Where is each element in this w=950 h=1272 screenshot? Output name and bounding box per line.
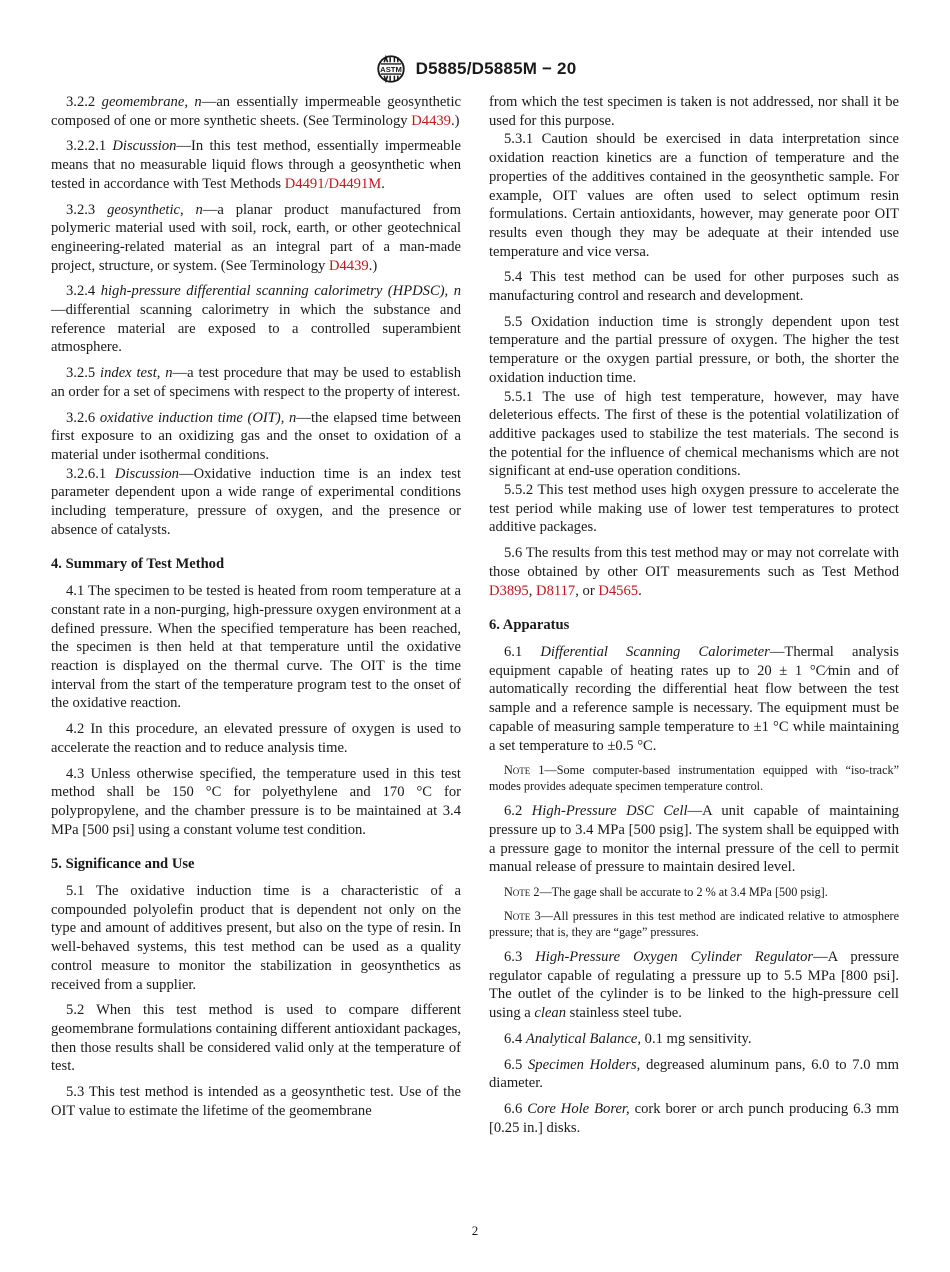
paragraph-3-2-6-1: 3.2.6.1 Discussion—Oxidative induction time is an index test parameter dependent upon a wide range of experimental conditions including temperature, pressure of oxygen, and the presence or absence of catalysts.	[51, 465, 462, 538]
paragraph-3-2-2-1: 3.2.2.1 Discussion—In this test method, essentially impermeable means that no measurable liquid flows through a geosynthetic when tested in accordance with Test Methods D4491/D4491M.	[51, 138, 461, 192]
paragraph-5-5-2: 5.5.2 This test method uses high oxygen pressure to accelerate the test period while making use of lower test temperatures to protect additive packages.	[489, 482, 899, 536]
note-1: Note 1—Some computer-based instrumentation equipped with “iso-track” modes provides adequate specimen temperature control.	[489, 763, 900, 794]
paragraph-6-6: 6.6 Core Hole Borer, cork borer or arch punch producing 6.3 mm [0.25 in.] disks.	[489, 1100, 899, 1136]
paragraph-6-4: 6.4 Analytical Balance, 0.1 mg sensitivity.	[504, 1030, 752, 1047]
ref-link-d4439[interactable]: D4439	[411, 112, 451, 129]
right-column	[489, 93, 899, 1144]
paragraph-4-1: 4.1 The specimen to be tested is heated from room temperature at a constant rate in a non-purging, high-pressure oxygen environment at a defined pressure. When the specified temperature has been reached, the specimen is then held at that temperature until the oxidative reaction is displayed on the thermal curve. The OIT is the time interval from the start of the temperature program test to the onset of the oxidative reaction.	[51, 583, 461, 712]
left-column	[51, 93, 461, 1127]
ref-link-d8117[interactable]: D8117	[536, 582, 576, 599]
paragraph-5-2: 5.2 When this test method is used to compare different geomembrane formulations containing different antioxidant packages, then those results shall be considered valid only at the temperature of test.	[51, 1002, 461, 1075]
paragraph-4-2: 4.2 In this procedure, an elevated pressure of oxygen is used to accelerate the reaction and to reduce analysis time.	[51, 721, 461, 756]
note-2: Note 2—The gage shall be accurate to 2 % at 3.4 MPa [500 psig].	[504, 885, 828, 900]
paragraph-5-4: 5.4 This test method can be used for other purposes such as manufacturing control and research and development.	[489, 269, 899, 305]
paragraph-5-5-1: 5.5.1 The use of high test temperature, however, may have deleterious effects. The first of these is the potential volatilization of additive packages used to stabilize the test materials. The second is the potential for the influence of chemical mechanisms which are not significant at end-use operation conditions.	[489, 388, 899, 480]
ref-link-d3895[interactable]: D3895	[489, 582, 529, 599]
paragraph-3-2-6: 3.2.6 oxidative induction time (OIT), n—the elapsed time between first exposure to an oxidizing gas and the onset to oxidation of a material under isothermal conditions.	[51, 409, 462, 463]
paragraph-6-1: 6.1 Differential Scanning Calorimeter—Thermal analysis equipment capable of heating rates up to 20 ± 1 °C⁄min and of automatically recording the differential heat flow between the test sample and a reference sample is necessary. The equipment must be capable of measuring sample temperature to ±1 °C while maintaining a set temperature to ±0.5 °C.	[489, 643, 899, 754]
page-number: 2	[471, 1223, 479, 1238]
paragraph-5-5: 5.5 Oxidation induction time is strongly dependent upon test temperature and the partial pressure of oxygen. The higher the test temperature or the oxygen partial pressure, or both, the shorter the oxidation induction time.	[489, 313, 899, 386]
ref-link-d4565[interactable]: D4565	[598, 582, 639, 599]
paragraph-6-2: 6.2 High-Pressure DSC Cell—A unit capable of maintaining pressure up to 3.4 MPa [500 psig]. The system shall be equipped with a pressure gage to monitor the internal pressure of the cell to permit manual release of pressure to maintain desired level.	[489, 803, 899, 876]
ref-link-d4491[interactable]: D4491/D4491M	[284, 175, 382, 192]
paragraph-5-1: 5.1 The oxidative induction time is a characteristic of a compounded polyolefin product that is dependent not only on the type and amount of additives present, but also on the type of resin. In well-behaved systems, this test method can be used as a quality control measure to monitor the stabilization in geosynthetics as received from a supplier.	[51, 883, 461, 993]
astm-logo-icon	[374, 52, 408, 86]
paragraph-5-3-continued: from which the test specimen is taken is not addressed, nor shall it be used for this purpose.	[489, 94, 899, 129]
paragraph-5-3-1: 5.3.1 Caution should be exercised in data interpretation since oxidation reaction kinetics are a function of temperature and the properties of the additives contained in the geosynthetic sample. For example, OIT values are often used to select optimum resin formulations. Certain antioxidants, however, may generate poor OIT results even though they may be adequate at their intended use temperature and vice versa.	[489, 131, 899, 260]
paragraph-3-2-3: 3.2.3 geosynthetic, n—a planar product manufactured from polymeric material used with soil, rock, earth, or other geotechnical engineering-related material as an integral part of a man-made project, structure, or system. (See Terminology D4439.)	[51, 201, 461, 274]
paragraph-4-3: 4.3 Unless otherwise specified, the temperature used in this test method shall be 150 °C for polyethylene and 170 °C for polypropylene, and the chamber pressure is to be maintained at 3.4 MPa [500 psi] using a constant volume test condition.	[51, 765, 461, 838]
paragraph-5-3: 5.3 This test method is intended as a geosynthetic test. Use of the OIT value to estimate the lifetime of the geomembrane	[51, 1084, 461, 1119]
paragraph-3-2-4: 3.2.4 high-pressure differential scanning calorimetry (HPDSC), n—differential scanning calorimetry in which the substance and reference material are exposed to a controlled superambient atmosphere.	[51, 283, 461, 356]
document-id: D5885/D5885M − 20	[415, 59, 577, 78]
paragraph-6-3: 6.3 High-Pressure Oxygen Cylinder Regulator—A pressure regulator capable of regulating a pressure up to 5.5 MPa [800 psi]. The outlet of the cylinder is to be linked to the high-pressure cell using a clean stainless steel tube.	[489, 949, 900, 1022]
section-heading-4: 4. Summary of Test Method	[51, 556, 225, 573]
paragraph-3-2-2: 3.2.2 geomembrane, n—an essentially impermeable geosynthetic composed of one or more synthetic sheets. (See Terminology D4439.)	[51, 94, 461, 129]
ref-link-d4439-2[interactable]: D4439	[328, 257, 369, 274]
paragraph-5-6: 5.6 The results from this test method may or may not correlate with those obtained by other OIT measurements such as Test Method D3895, D8117, or D4565.	[489, 545, 899, 599]
section-heading-6: 6. Apparatus	[489, 617, 570, 634]
svg-text:ASTM: ASTM	[379, 64, 402, 74]
note-3: Note 3—All pressures in this test method are indicated relative to atmosphere pressure; that is, they are “gage” pressures.	[489, 909, 899, 940]
paragraph-6-5: 6.5 Specimen Holders, degreased aluminum pans, 6.0 to 7.0 mm diameter.	[489, 1056, 899, 1092]
section-heading-5: 5. Significance and Use	[51, 856, 195, 873]
page-header	[0, 50, 950, 88]
paragraph-3-2-5: 3.2.5 index test, n—a test procedure that may be used to establish an order for a set of specimens with respect to the property of interest.	[51, 365, 461, 400]
